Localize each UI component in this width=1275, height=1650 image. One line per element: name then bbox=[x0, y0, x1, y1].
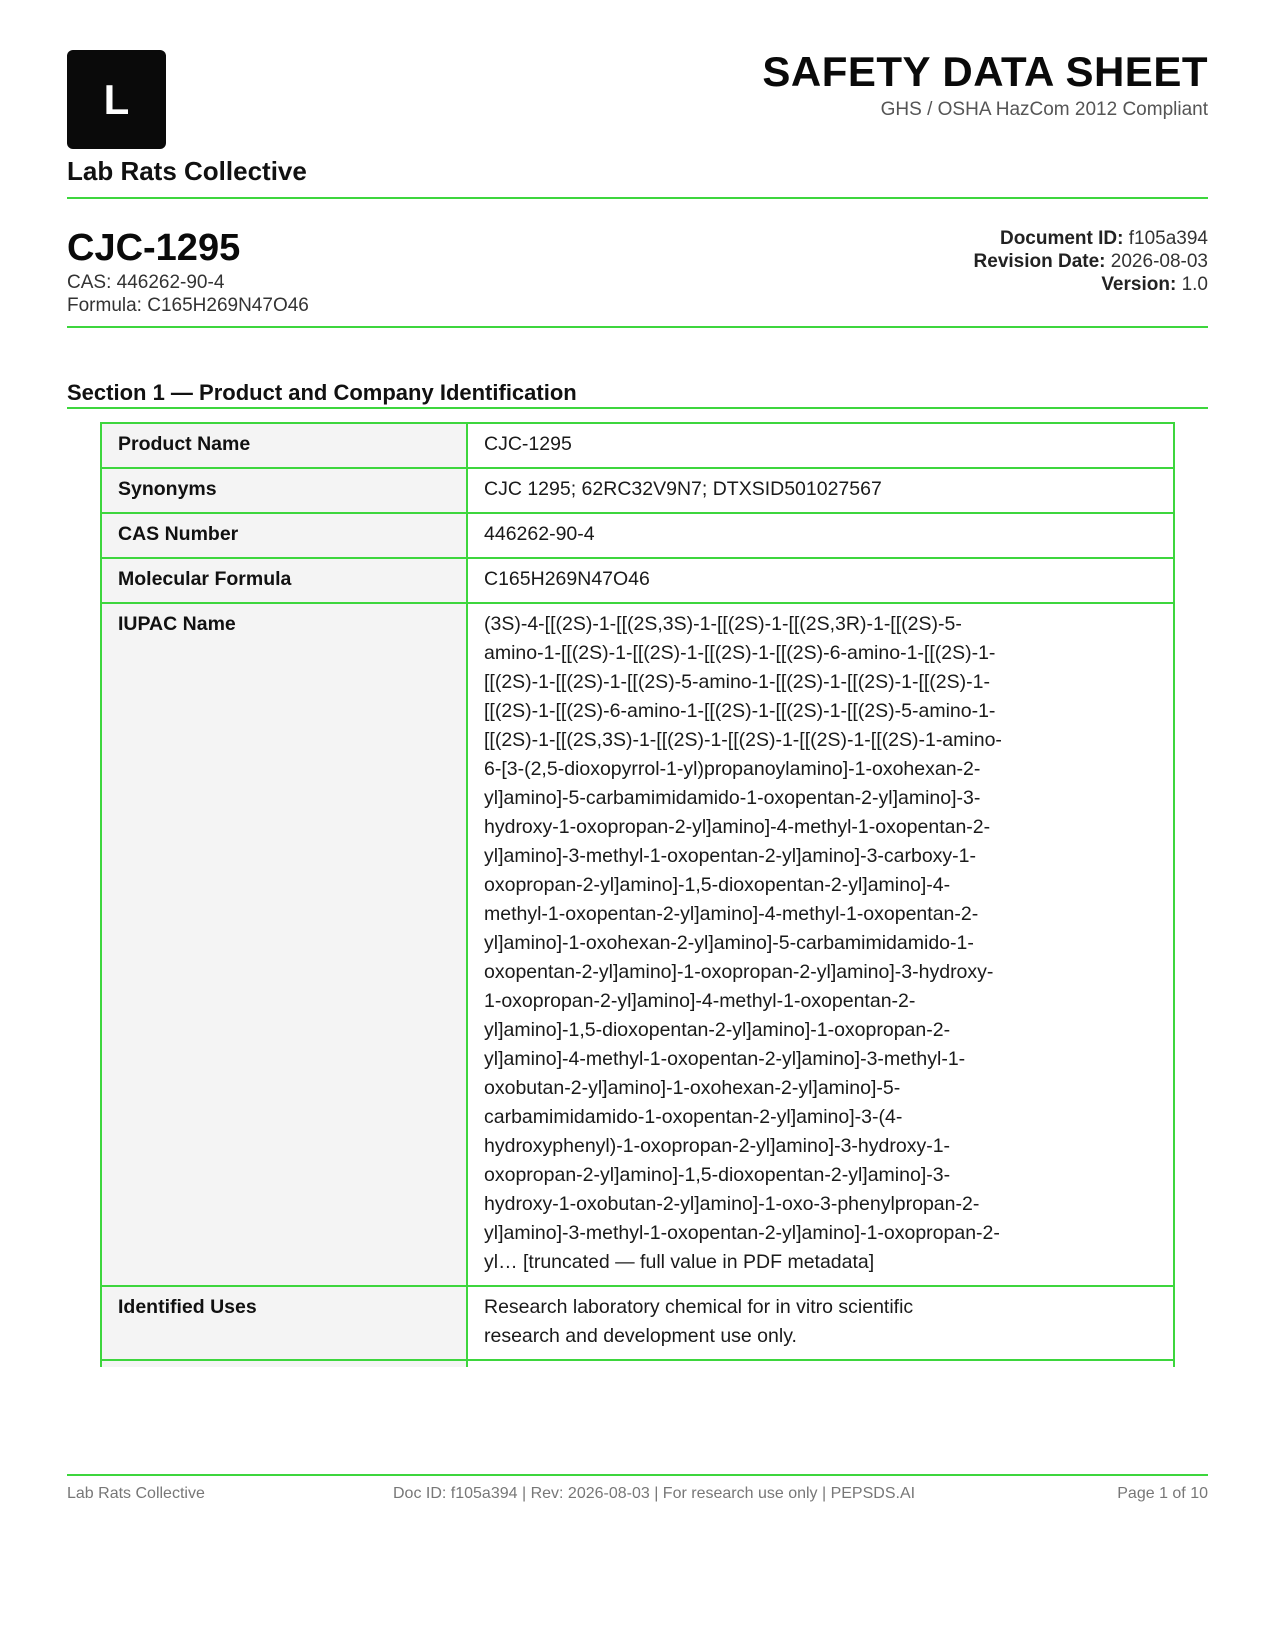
revision-date bbox=[974, 251, 1208, 273]
product-identification-table bbox=[100, 422, 1175, 1367]
table-row bbox=[101, 603, 1174, 1286]
page-break-mask bbox=[96, 1438, 1180, 1468]
row-label: Synonyms bbox=[101, 468, 467, 513]
version bbox=[1101, 274, 1208, 296]
row-label: Product Name bbox=[101, 423, 467, 468]
product-divider bbox=[67, 326, 1208, 328]
document-id bbox=[1000, 228, 1208, 250]
table-row bbox=[101, 423, 1174, 468]
table-row bbox=[101, 468, 1174, 513]
document-title: SAFETY DATA SHEET bbox=[762, 48, 1208, 95]
row-label: Molecular Formula bbox=[101, 558, 467, 603]
table-row bbox=[101, 1286, 1174, 1360]
version-value: 1.0 bbox=[1181, 274, 1208, 295]
footer-divider bbox=[67, 1474, 1208, 1476]
row-value: CJC 1295; 62RC32V9N7; DTXSID501027567 bbox=[467, 468, 1174, 513]
revision-date-value: 2026-08-03 bbox=[1110, 251, 1208, 272]
revision-date-label: Revision Date: bbox=[973, 251, 1106, 272]
row-value: C165H269N47O46 bbox=[467, 558, 1174, 603]
iupac-name-text: (3S)-4-[[(2S)-1-[[(2S,3S)-1-[[(2S)-1-[[(2S,3R)-1-[[(2S)-5-amino-1-[[(2S)-1-[[(2S)-1-[[(2S)-1-[[(2S)-6-amino-1-[[(2S)-1-[[(2S)-1-[[(2S)-1-[[(2S)-5-amino-1-[[(2S)-1-[[(2S)-1-[[(2S)-1-[[(2S)-1-[[(2S)-6-amino-1-[[(2S)-1-[[(2S)-1-[[(2S)-5-amino-1-[[(2S)-1-[[(2S,3S)-1-[[(2S)-1-[[(2S)-1-[[(2S)-1-[[(2S)-1-amino-6-[3-(2,5-dioxopyrrol-1-yl)propanoylamino]-1-oxohexan-2-yl]amino]-5-carbamimidamido-1-oxopentan-2-yl]amino]-3-hydroxy-1-oxopropan-2-yl]amino]-4-methyl-1-oxopentan-2-yl]amino]-3-methyl-1-oxopentan-2-yl]amino]-3-carboxy-1-oxopropan-2-yl]amino]-1,5-dioxopentan-2-yl]amino]-4-methyl-1-oxopentan-2-yl]amino]-4-methyl-1-oxopentan-2-yl]amino]-1-oxohexan-2-yl]amino]-5-carbamimidamido-1-oxopentan-2-yl]amino]-1-oxopropan-2-yl]amino]-3-hydroxy-1-oxopropan-2-yl]amino]-4-methyl-1-oxopentan-2-yl]amino]-1,5-dioxopentan-2-yl]amino]-1-oxopropan-2-yl]amino]-4-methyl-1-oxopentan-2-yl]amino]-3-methyl-1-oxobutan-2-yl]amino]-1-oxohexan-2-yl]amino]-5-carbamimidamido-1-oxopentan-2-yl]amino]-3-(4-hydroxyphenyl)-1-oxopropan-2-yl]amino]-3-hydroxy-1-oxopropan-2-yl]amino]-1,5-dioxopentan-2-yl]amino]-3-hydroxy-1-oxobutan-2-yl]amino]-1-oxo-3-phenylpropan-2-yl]amino]-3-methyl-1-oxopentan-2-yl]amino]-1-oxopropan-2-yl… [truncated — full value in PDF metadata] bbox=[484, 613, 1002, 1273]
company-name: Lab Rats Collective bbox=[67, 156, 307, 186]
section-1-heading: Section 1 — Product and Company Identification bbox=[67, 380, 577, 405]
header-divider bbox=[67, 197, 1208, 199]
row-value: CJC-1295 bbox=[467, 423, 1174, 468]
footer-company: Lab Rats Collective bbox=[67, 1485, 205, 1502]
product-cas: CAS: 446262-90-4 bbox=[67, 272, 225, 293]
section-1-divider bbox=[67, 407, 1208, 409]
table-row-continued bbox=[101, 1360, 1174, 1367]
row-value-iupac bbox=[467, 603, 1174, 1286]
document-id-value: f105a394 bbox=[1128, 228, 1208, 249]
row-value: 446262-90-4 bbox=[467, 513, 1174, 558]
version-label: Version: bbox=[1101, 274, 1177, 295]
document-id-label: Document ID: bbox=[999, 228, 1124, 249]
table-row bbox=[101, 558, 1174, 603]
logo-letter: L bbox=[103, 75, 130, 123]
identified-uses-text: Research laboratory chemical for in vitro scientific research and development use only. bbox=[484, 1296, 914, 1347]
footer-doc-info: Doc ID: f105a394 | Rev: 2026-08-03 | For research use only | PEPSDS.AI bbox=[393, 1485, 916, 1502]
row-value-uses bbox=[467, 1286, 1174, 1360]
page-number: Page 1 of 10 bbox=[1117, 1485, 1208, 1502]
row-label: CAS Number bbox=[101, 513, 467, 558]
row-label: IUPAC Name bbox=[101, 603, 467, 1286]
document-subtitle: GHS / OSHA HazCom 2012 Compliant bbox=[880, 99, 1208, 120]
product-name: CJC-1295 bbox=[67, 227, 241, 269]
product-formula: Formula: C165H269N47O46 bbox=[67, 295, 309, 316]
company-logo bbox=[67, 50, 166, 149]
table-row bbox=[101, 513, 1174, 558]
row-label: Identified Uses bbox=[101, 1286, 467, 1360]
